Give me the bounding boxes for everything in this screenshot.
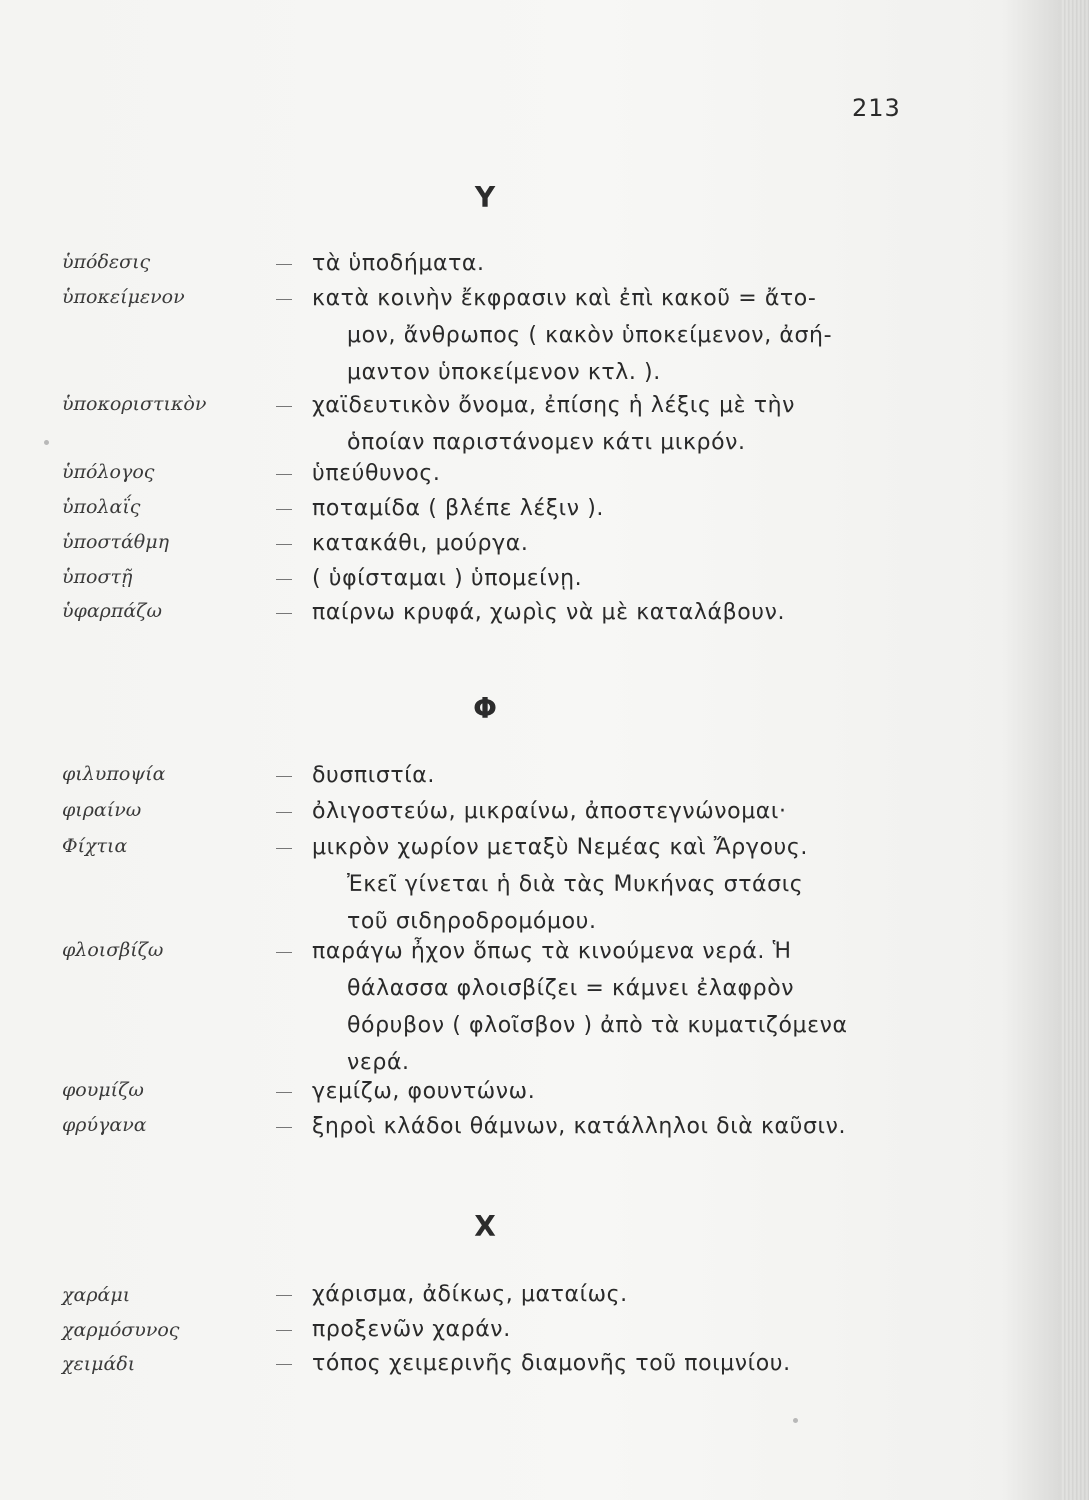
entry-term: φιραίνω bbox=[62, 799, 142, 821]
entry-definition bbox=[312, 1345, 922, 1382]
speck bbox=[44, 440, 49, 445]
entry-dash bbox=[276, 1330, 292, 1331]
entry-term: ὑφαρπάζω bbox=[62, 600, 162, 622]
entry-dash bbox=[276, 952, 292, 953]
entry-dash bbox=[276, 474, 292, 475]
speck bbox=[793, 1418, 798, 1423]
definition-line: ὑπεύθυνος. bbox=[312, 461, 441, 486]
definition-line: ( ὑφίσταμαι ) ὑπομείνῃ. bbox=[312, 566, 583, 591]
entry-definition bbox=[312, 933, 922, 1081]
entry-term: ὑποκοριστικὸν bbox=[62, 393, 207, 415]
definition-line: παράγω ἦχον ὅπως τὰ κινούμενα νερά. Ἡ bbox=[312, 939, 792, 964]
page-edge bbox=[1061, 0, 1089, 1500]
entry-term: ὑπόδεσις bbox=[62, 251, 151, 273]
entry-definition bbox=[312, 1311, 922, 1348]
entry-definition bbox=[312, 387, 922, 461]
definition-line: θόρυβον ( φλοῖσβον ) ἀπὸ τὰ κυματιζόμενα bbox=[347, 1013, 848, 1038]
definition-line: νερά. bbox=[347, 1050, 410, 1075]
entry-definition bbox=[312, 560, 922, 597]
section-letter-upsilon: Υ bbox=[474, 181, 496, 214]
definition-line: ποταμίδα ( βλέπε λέξιν ). bbox=[312, 496, 604, 521]
entry-dash bbox=[276, 1092, 292, 1093]
entry-dash bbox=[276, 544, 292, 545]
definition-line: τόπος χειμερινῆς διαμονῆς τοῦ ποιμνίου. bbox=[312, 1351, 791, 1376]
definition-line: κατακάθι, μούργα. bbox=[312, 531, 529, 556]
section-letter-phi: Φ bbox=[473, 692, 497, 725]
definition-line: ὀλιγοστεύω, μικραίνω, ἀποστεγνώνομαι· bbox=[312, 799, 787, 824]
definition-line: παίρνω κρυφά, χωρὶς νὰ μὲ καταλάβουν. bbox=[312, 600, 786, 625]
definition-line: χάρισμα, ἀδίκως, ματαίως. bbox=[312, 1282, 628, 1307]
definition-line: ὁποίαν παριστάνομεν κάτι μικρόν. bbox=[347, 430, 746, 455]
definition-line: μον, ἄνθρωπος ( κακὸν ὑποκείμενον, ἀσή- bbox=[347, 323, 833, 348]
entry-definition bbox=[312, 1108, 922, 1145]
entry-term: Φίχτια bbox=[62, 835, 128, 857]
entry-term: φιλυποψία bbox=[62, 763, 166, 785]
entry-definition bbox=[312, 793, 922, 830]
entry-definition bbox=[312, 490, 922, 527]
entry-definition bbox=[312, 757, 922, 794]
entry-definition bbox=[312, 525, 922, 562]
entry-dash bbox=[276, 299, 292, 300]
entry-term: φρύγανα bbox=[62, 1114, 147, 1136]
definition-line: θάλασσα φλοισβίζει = κάμνει ἐλαφρὸν bbox=[347, 976, 795, 1001]
entry-dash bbox=[276, 509, 292, 510]
entry-term: ὑποκείμενον bbox=[62, 286, 185, 308]
entry-term: φλοισβίζω bbox=[62, 939, 164, 961]
entry-definition bbox=[312, 1073, 922, 1110]
definition-line: γεμίζω, φουντώνω. bbox=[312, 1079, 536, 1104]
entry-dash bbox=[276, 406, 292, 407]
page-number: 213 bbox=[852, 94, 901, 122]
entry-term: χαράμι bbox=[62, 1284, 131, 1306]
definition-line: μικρὸν χωρίον μεταξὺ Νεμέας καὶ Ἄργους. bbox=[312, 835, 808, 860]
entry-term: ὑπόλογος bbox=[62, 461, 155, 483]
entry-definition bbox=[312, 245, 922, 282]
entry-term: φουμίζω bbox=[62, 1079, 144, 1101]
definition-line: κατὰ κοινὴν ἔκφρασιν καὶ ἐπὶ κακοῦ = ἄτο- bbox=[312, 286, 817, 311]
entry-term: χαρμόσυνος bbox=[62, 1319, 180, 1341]
definition-line: δυσπιστία. bbox=[312, 763, 435, 788]
entry-dash bbox=[276, 776, 292, 777]
entry-dash bbox=[276, 613, 292, 614]
entry-term: ὑπολαΐς bbox=[62, 496, 141, 518]
definition-line: προξενῶν χαράν. bbox=[312, 1317, 511, 1342]
definition-line: τοῦ σιδηροδρομόμου. bbox=[347, 909, 597, 934]
entry-definition bbox=[312, 829, 922, 940]
definition-line: τὰ ὑποδήματα. bbox=[312, 251, 485, 276]
section-letter-chi: Χ bbox=[474, 1210, 496, 1243]
definition-line: Ἐκεῖ γίνεται ἡ διὰ τὰς Μυκήνας στάσις bbox=[347, 872, 804, 897]
entry-dash bbox=[276, 264, 292, 265]
definition-line: χαϊδευτικὸν ὄνομα, ἐπίσης ἡ λέξις μὲ τὴν bbox=[312, 393, 796, 418]
entry-dash bbox=[276, 579, 292, 580]
entry-term: ὑποστῇ bbox=[62, 566, 133, 588]
entry-definition bbox=[312, 1276, 922, 1313]
entry-term: ὑποστάθμη bbox=[62, 531, 169, 553]
definition-line: ξηροὶ κλάδοι θάμνων, κατάλληλοι διὰ καῦσιν. bbox=[312, 1114, 847, 1139]
entry-dash bbox=[276, 1295, 292, 1296]
entry-definition bbox=[312, 455, 922, 492]
entry-definition bbox=[312, 280, 922, 391]
entry-dash bbox=[276, 848, 292, 849]
entry-definition bbox=[312, 594, 922, 631]
entry-term: χειμάδι bbox=[62, 1353, 136, 1375]
entry-dash bbox=[276, 1127, 292, 1128]
definition-line: μαντον ὑποκείμενον κτλ. ). bbox=[347, 360, 661, 385]
entry-dash bbox=[276, 812, 292, 813]
entry-dash bbox=[276, 1364, 292, 1365]
